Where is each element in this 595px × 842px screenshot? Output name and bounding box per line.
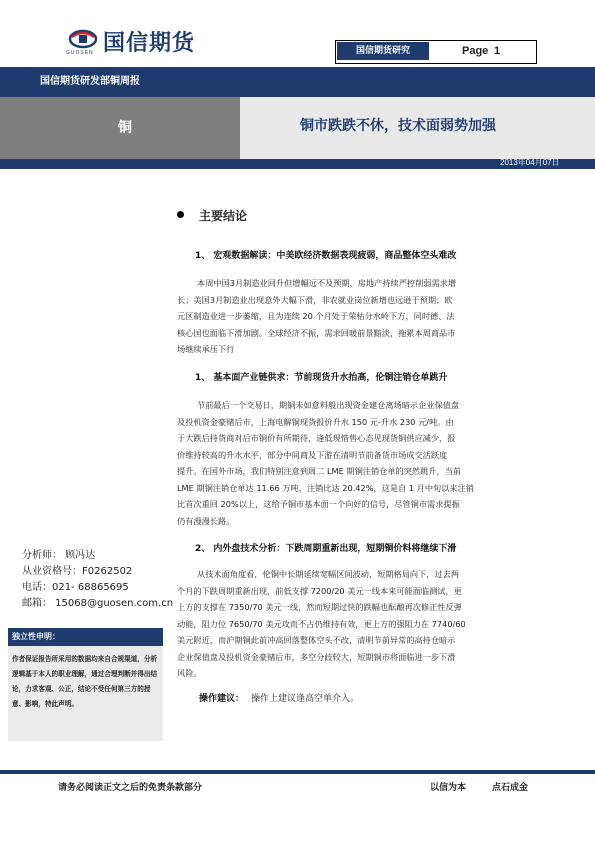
- para-line: 节前最后一个交易日，期铜未如意料般出现资金建仓离场暗示企业保值盘: [197, 400, 460, 410]
- footer-disclaimer: 请务必阅读正文之后的免责条款部分: [58, 783, 203, 793]
- para-line: LME 期铜注销仓单达 11.66 万吨，注销比达 20.42%，这是自 1 月中旬以来注销: [177, 482, 474, 493]
- commodity-label: 铜: [118, 120, 132, 136]
- section-bullet-icon: [177, 211, 184, 218]
- page-label: Page: [462, 45, 489, 57]
- report-title: 铜市跌跌不休，技术面弱势加强: [300, 118, 496, 134]
- point-3-body: [177, 566, 537, 682]
- para-line: 动能，阻力位 7650/70 美元攻而不占仍维持有效，更上方的强阻力在 7740/60: [177, 618, 466, 629]
- para-line: 仍有漫漫长路。: [177, 515, 235, 526]
- point-1-body: [177, 275, 537, 358]
- para-line: 企业保值盘及投机资金豪赌后市，多空分歧较大，短期铜市将面临进一步下滑: [177, 651, 456, 662]
- footer-slogan-2: 点石成金: [492, 783, 529, 793]
- para-line: 及投机资金豪赌后市，上海电解铜现货报价升水 150 元-升水 230 元/吨。由: [177, 416, 454, 427]
- advice-label: 操作建议：: [199, 694, 245, 704]
- guosen-logo-icon: [68, 27, 98, 49]
- para-line: 核心国也面临下滑加剧。全球经济不振，需求回暖前景黯淡，拖累本周商品市: [177, 327, 456, 338]
- report-name: 国信期货研发部铜周报: [40, 76, 140, 87]
- report-date: 2013年04月07日: [500, 158, 560, 167]
- analyst-name: 分析师： 顾冯达: [22, 550, 96, 561]
- point-2-body: [177, 397, 537, 529]
- analyst-phone: 电话：021- 68865695: [22, 582, 129, 593]
- logo-text: 国信期货: [103, 31, 196, 56]
- statement-title: 独立性申明：: [8, 628, 163, 646]
- point-3-heading: 2、 内外盘技术分析：下跌周期重新出现，短期铜价料将继续下滑: [195, 544, 457, 554]
- para-line: 长；美国3月制造业出现意外大幅下滑，非农就业岗位新增也远逊于预期；欧: [177, 294, 453, 305]
- footer-rule: [0, 770, 595, 774]
- page-number: 1: [494, 45, 501, 57]
- para-line: 美元附近，而沪期铜此前冲高回落整体空头不改，清明节前异常的高持仓暗示: [177, 635, 456, 645]
- para-line: 本周中国3月制造业回升但增幅远不及预期，房地产持续严控削弱需求增: [197, 278, 457, 288]
- advice-text: 操作上建议逢高空单介入。: [251, 694, 360, 704]
- para-line: 于大跌后持货商对后市铜价有所期待，逢低现惜售心态见现货铜供应减少，报: [177, 433, 456, 443]
- para-line: 从技术面角度看，伦铜中长期延续宽幅区间波动，短期格局向下，过去两: [197, 569, 460, 579]
- para-line: 提升。在国外市场，我们特别注意到周二 LME 期铜注销仓单的突然跳升，当前: [177, 466, 462, 476]
- para-line: 个月的下跌周期重新出现，前低支撑 7200/20 美元一线本来可能面临测试，更: [177, 585, 462, 596]
- dept-label: 国信期货研究: [337, 42, 429, 60]
- point-1-heading: 1、 宏观数据解读：中美欧经济数据表现疲弱，商品整体空头难改: [195, 251, 457, 261]
- para-line: 比首次重回 20%以上，这给予铜市基本面一个向好的信号，尽管铜市需求提振: [177, 499, 460, 509]
- para-line: 元区制造业进一步萎缩，且为连续 20 个月处于荣枯分水岭下方，同时德、法: [177, 311, 455, 321]
- statement-text: 作者保证报告所采用的数据均来自合规渠道，分析逻辑基于本人的职业理解，通过合理判断并得出结论，力求客观、公正，结论不受任何第三方的授意、影响，特此声明。: [12, 655, 158, 708]
- para-line: 场继续承压下行: [177, 344, 235, 354]
- analyst-license: 从业资格号：F0262502: [22, 566, 133, 577]
- para-line: 风险。: [177, 668, 202, 678]
- para-line: 上方的支撑在 7350/70 美元一线，然而短期过快的跌幅也酝酿再次修正性反弹: [177, 602, 462, 612]
- logo-en-text: GUOSEN: [66, 50, 94, 56]
- point-2-heading: 1、 基本面产业链供求：节前现货升水抬高，伦铜注销仓单跳升: [195, 373, 448, 383]
- para-line: 价维持较高的升水水平，部分中间商及下游在清明节前备货市场成交活跃度: [177, 449, 448, 460]
- footer-slogan-1: 以信为本: [430, 783, 467, 793]
- analyst-email: 邮箱： 15068@guosen.com.cn: [22, 598, 174, 609]
- section-title: 主要结论: [199, 209, 248, 223]
